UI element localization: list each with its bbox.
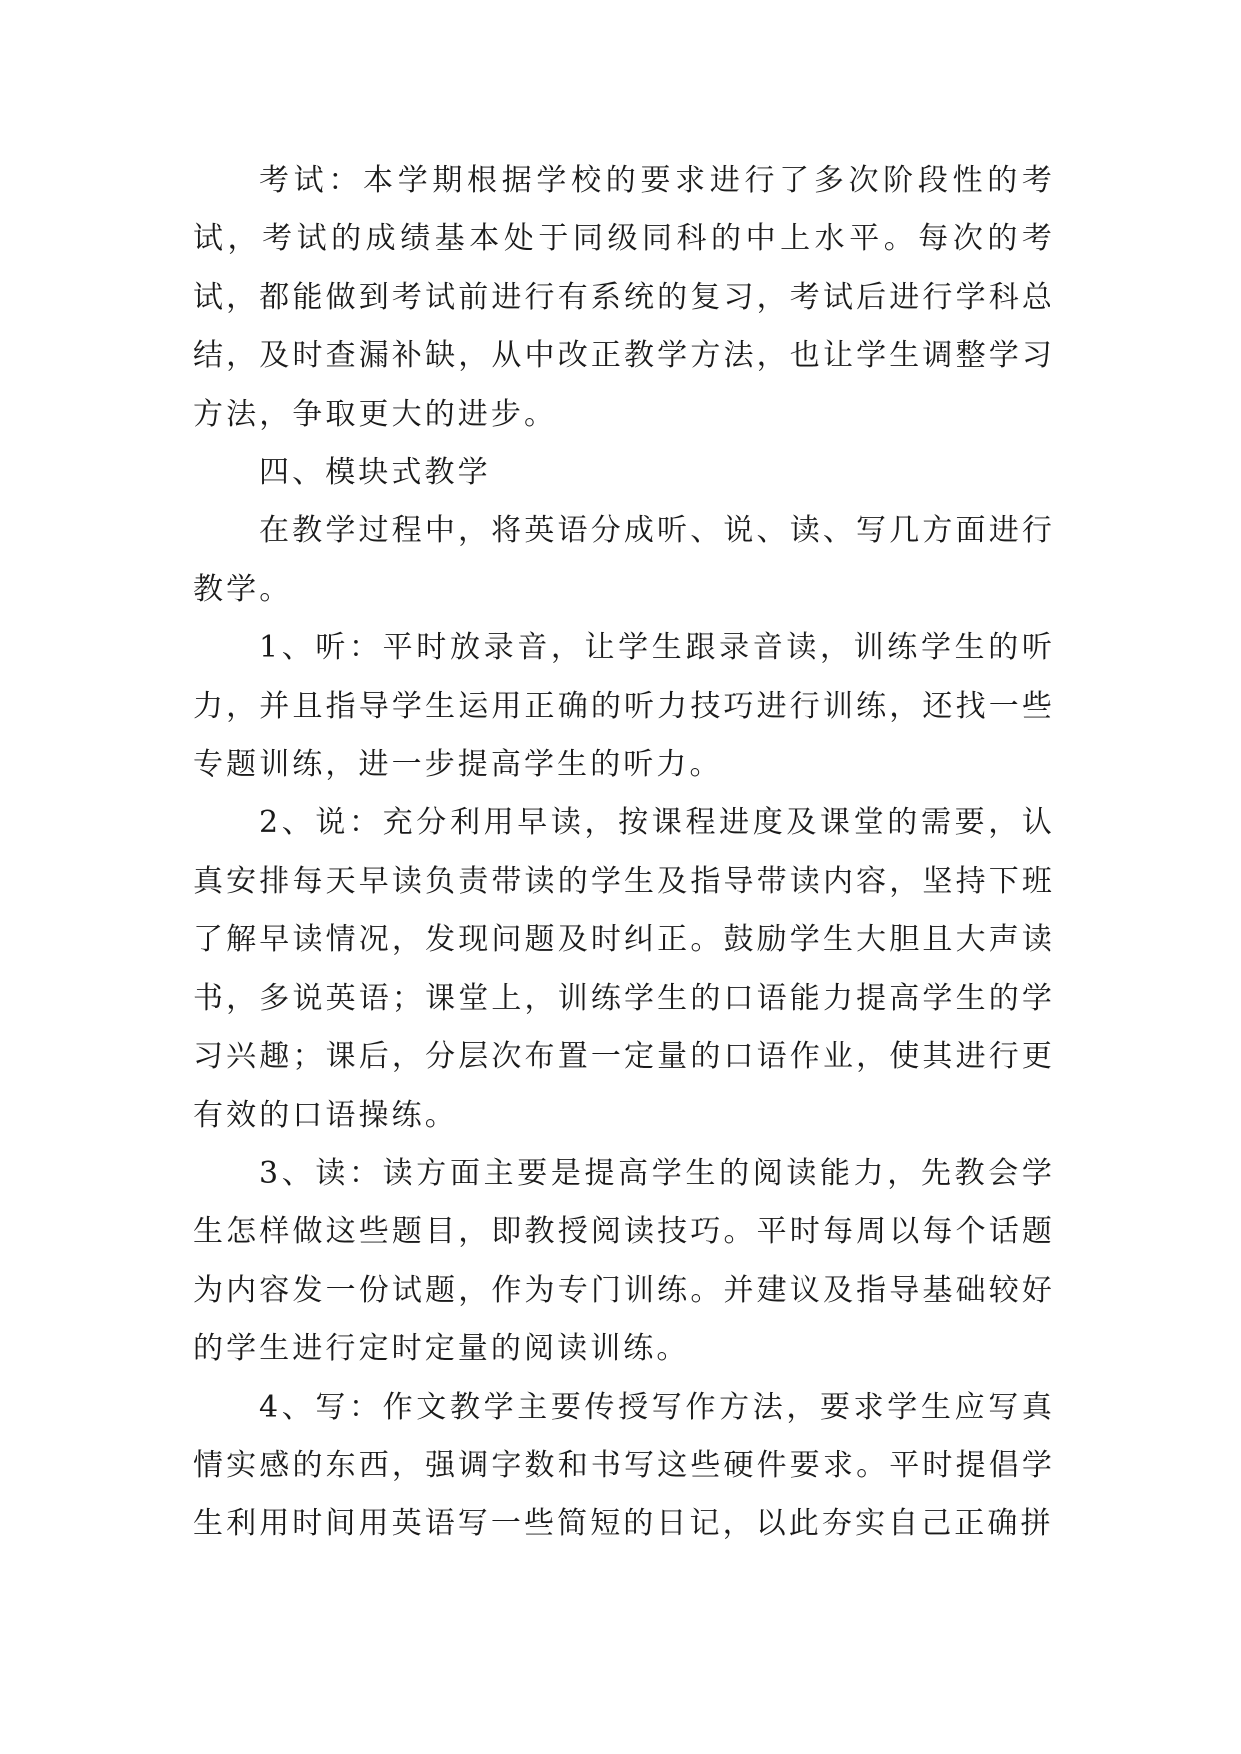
paragraph-writing: 4、写：作文教学主要传授写作方法，要求学生应写真情实感的东西，强调字数和书写这些硬件要求。平时提倡学生利用时间用英语写一些简短的日记，以此夯实自己正确拼: [193, 1389, 1055, 1542]
paragraph-intro: 在教学过程中，将英语分成听、说、读、写几方面进行教学。: [193, 513, 1055, 607]
section-heading-modular-teaching: 四、模块式教学: [259, 455, 491, 491]
paragraph-speaking: 2、说：充分利用早读，按课程进度及课堂的需要，认真安排每天早读负责带读的学生及指导带读内容，坚持下班了解早读情况，发现问题及时纠正。鼓励学生大胆且大声读书，多说英语；课堂上，训练学生的口语能力提高学生的学习兴趣；课后，分层次布置一定量的口语作业，使其进行更有效的口语操练。: [193, 805, 1055, 1133]
document-body: [193, 152, 1055, 1554]
paragraph-listening: 1、听：平时放录音，让学生跟录音读，训练学生的听力，并且指导学生运用正确的听力技巧进行训练，还找一些专题训练，进一步提高学生的听力。: [193, 630, 1055, 783]
paragraph-exam: 考试：本学期根据学校的要求进行了多次阶段性的考试，考试的成绩基本处于同级同科的中上水平。每次的考试，都能做到考试前进行有系统的复习，考试后进行学科总结，及时查漏补缺，从中改正教学方法，也让学生调整学习方法，争取更大的进步。: [193, 163, 1055, 432]
paragraph-reading: 3、读：读方面主要是提高学生的阅读能力，先教会学生怎样做这些题目，即教授阅读技巧。平时每周以每个话题为内容发一份试题，作为专门训练。并建议及指导基础较好的学生进行定时定量的阅读训练。: [193, 1155, 1055, 1367]
